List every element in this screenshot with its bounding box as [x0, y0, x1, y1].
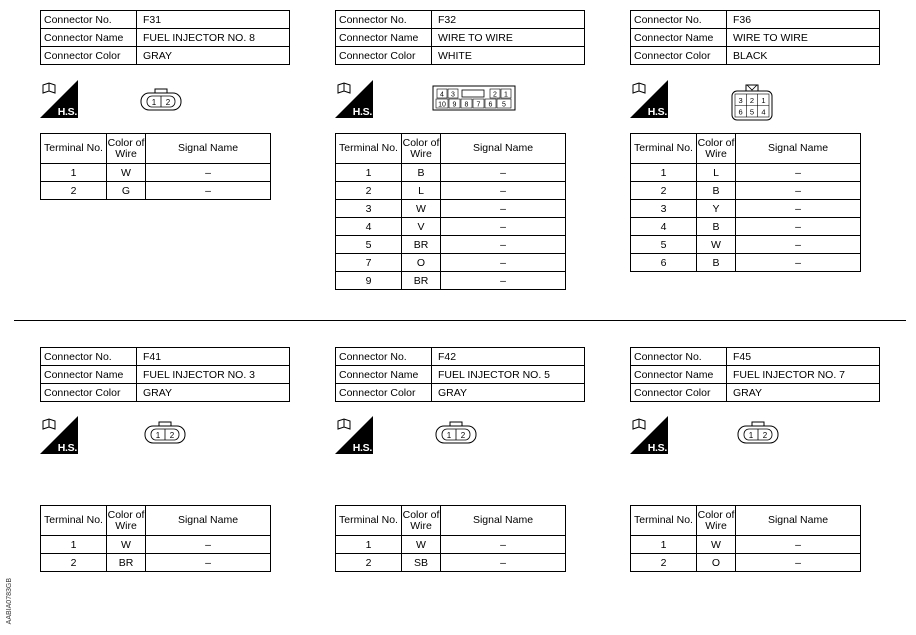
terminal-no-header: Terminal No. [336, 134, 402, 164]
color-of-wire-header: Color of Wire [107, 134, 146, 164]
table-row: 2 BR – [41, 554, 271, 572]
connector-block-f32 [335, 10, 585, 65]
two-pin-connector-icon [139, 87, 183, 113]
pin-label: 6 [488, 101, 493, 109]
pin-label: 1 [761, 96, 766, 105]
terminal-table-f31 [40, 133, 271, 200]
connector-name-value: FUEL INJECTOR NO. 3 [137, 366, 290, 384]
terminal-no-header: Terminal No. [336, 506, 402, 536]
signal-name-header: Signal Name [736, 134, 861, 164]
pin-label: 6 [738, 107, 743, 117]
table-row: 1 L – [631, 164, 861, 182]
pin-label: 5 [749, 107, 755, 117]
connector-color-value: BLACK [727, 47, 880, 65]
connector-block-f42 [335, 347, 585, 402]
pin-label: 2 [493, 91, 497, 99]
pin-label: 8 [464, 101, 469, 109]
book-icon [42, 418, 56, 430]
table-row: 1 W – [631, 536, 861, 554]
signal-name-header: Signal Name [441, 134, 566, 164]
connector-color-label: Connector Color [41, 384, 137, 402]
connector-color-label: Connector Color [41, 47, 137, 65]
connector-color-value: GRAY [432, 384, 585, 402]
table-row: 5 W – [631, 236, 861, 254]
connector-name-value: WIRE TO WIRE [727, 29, 880, 47]
connector-info-table [40, 10, 290, 65]
table-row: 6 B – [631, 254, 861, 272]
pin-label: 1 [504, 91, 508, 99]
six-pin-connector-icon [730, 82, 774, 122]
terminal-no-header: Terminal No. [631, 134, 697, 164]
table-row: 3 Y – [631, 200, 861, 218]
book-icon [337, 82, 351, 94]
table-row: 5 BR – [336, 236, 566, 254]
connector-name-label: Connector Name [336, 29, 432, 47]
connector-name-value: FUEL INJECTOR NO. 7 [727, 366, 880, 384]
connector-color-value: WHITE [432, 47, 585, 65]
signal-name-header: Signal Name [146, 506, 271, 536]
connector-color-label: Connector Color [631, 384, 727, 402]
terminal-table-f41 [40, 505, 271, 572]
terminal-table-f42 [335, 505, 566, 572]
connector-color-value: GRAY [727, 384, 880, 402]
table-row: 1 W – [336, 536, 566, 554]
table-row: 2 G – [41, 182, 271, 200]
connector-no-label: Connector No. [336, 348, 432, 366]
connector-block-f41 [40, 347, 290, 402]
connector-name-label: Connector Name [631, 366, 727, 384]
two-pin-connector-icon [736, 420, 780, 446]
table-row: 1 B – [336, 164, 566, 182]
table-row: 7 O – [336, 254, 566, 272]
color-of-wire-header: Color of Wire [107, 506, 146, 536]
connector-info-table [335, 347, 585, 402]
hs-label: H.S. [647, 106, 667, 118]
connector-no-value: F41 [137, 348, 290, 366]
connector-no-label: Connector No. [41, 11, 137, 29]
connector-no-label: Connector No. [41, 348, 137, 366]
connector-block-f36 [630, 10, 880, 65]
connector-no-value: F36 [727, 11, 880, 29]
pin-label: 9 [452, 101, 457, 109]
hs-label: H.S. [57, 442, 77, 454]
book-icon [632, 82, 646, 94]
connector-name-value: FUEL INJECTOR NO. 5 [432, 366, 585, 384]
pin-label: 5 [502, 101, 506, 109]
book-icon [42, 82, 56, 94]
pin-label: 2 [165, 98, 171, 107]
terminal-no-header: Terminal No. [41, 506, 107, 536]
connector-name-label: Connector Name [631, 29, 727, 47]
table-row: 3 W – [336, 200, 566, 218]
hs-icon [40, 416, 78, 454]
terminal-table-f45 [630, 505, 861, 572]
color-of-wire-header: Color of Wire [697, 506, 736, 536]
book-icon [337, 418, 351, 430]
terminal-table-f32 [335, 133, 566, 290]
table-row: 9 BR – [336, 272, 566, 290]
figure-code: AABIA0783GB [6, 578, 13, 625]
pin-label: 2 [460, 431, 466, 440]
connector-no-label: Connector No. [336, 11, 432, 29]
connector-no-value: F31 [137, 11, 290, 29]
hs-label: H.S. [352, 106, 372, 118]
hs-label: H.S. [57, 106, 77, 118]
connector-block-f31 [40, 10, 290, 65]
signal-name-header: Signal Name [736, 506, 861, 536]
two-pin-connector-icon [434, 420, 478, 446]
pin-label: 1 [748, 431, 754, 440]
connector-color-value: GRAY [137, 47, 290, 65]
section-divider [14, 320, 906, 321]
pin-label: 10 [438, 101, 446, 109]
connector-name-value: WIRE TO WIRE [432, 29, 585, 47]
connector-name-label: Connector Name [41, 366, 137, 384]
hs-icon [630, 416, 668, 454]
table-row: 2 SB – [336, 554, 566, 572]
connector-color-label: Connector Color [336, 384, 432, 402]
table-row: 2 O – [631, 554, 861, 572]
table-row: 2 L – [336, 182, 566, 200]
hs-icon [40, 80, 78, 118]
connector-color-label: Connector Color [336, 47, 432, 65]
pin-label: 2 [749, 96, 755, 105]
pin-label: 2 [762, 431, 768, 440]
pin-label: 1 [155, 431, 161, 440]
connector-name-label: Connector Name [336, 366, 432, 384]
signal-name-header: Signal Name [146, 134, 271, 164]
two-pin-connector-icon [143, 420, 187, 446]
connector-name-label: Connector Name [41, 29, 137, 47]
pin-label: 2 [169, 431, 175, 440]
pin-label: 7 [476, 101, 481, 109]
color-of-wire-header: Color of Wire [402, 506, 441, 536]
book-icon [632, 418, 646, 430]
pin-label: 1 [446, 431, 452, 440]
connector-no-label: Connector No. [631, 348, 727, 366]
hs-icon [630, 80, 668, 118]
connector-no-value: F45 [727, 348, 880, 366]
signal-name-header: Signal Name [441, 506, 566, 536]
color-of-wire-header: Color of Wire [697, 134, 736, 164]
table-row: 4 B – [631, 218, 861, 236]
table-row: 1 W – [41, 164, 271, 182]
hs-icon [335, 416, 373, 454]
hs-label: H.S. [352, 442, 372, 454]
connector-name-value: FUEL INJECTOR NO. 8 [137, 29, 290, 47]
connector-color-value: GRAY [137, 384, 290, 402]
connector-no-value: F42 [432, 348, 585, 366]
color-of-wire-header: Color of Wire [402, 134, 441, 164]
hs-label: H.S. [647, 442, 667, 454]
hs-icon [335, 80, 373, 118]
table-row: 2 B – [631, 182, 861, 200]
connector-info-table [630, 347, 880, 402]
connector-no-label: Connector No. [631, 11, 727, 29]
pin-label: 3 [738, 96, 743, 105]
connector-color-label: Connector Color [631, 47, 727, 65]
pin-label: 1 [151, 98, 157, 107]
connector-info-table [630, 10, 880, 65]
connector-info-table [40, 347, 290, 402]
terminal-table-f36 [630, 133, 861, 272]
connector-no-value: F32 [432, 11, 585, 29]
pin-label: 3 [451, 91, 455, 99]
ten-pin-connector-icon [432, 85, 516, 111]
pin-label: 4 [761, 107, 766, 117]
pin-label: 4 [440, 91, 444, 99]
table-row: 4 V – [336, 218, 566, 236]
table-row: 1 W – [41, 536, 271, 554]
terminal-no-header: Terminal No. [631, 506, 697, 536]
terminal-no-header: Terminal No. [41, 134, 107, 164]
connector-block-f45 [630, 347, 880, 402]
connector-info-table [335, 10, 585, 65]
